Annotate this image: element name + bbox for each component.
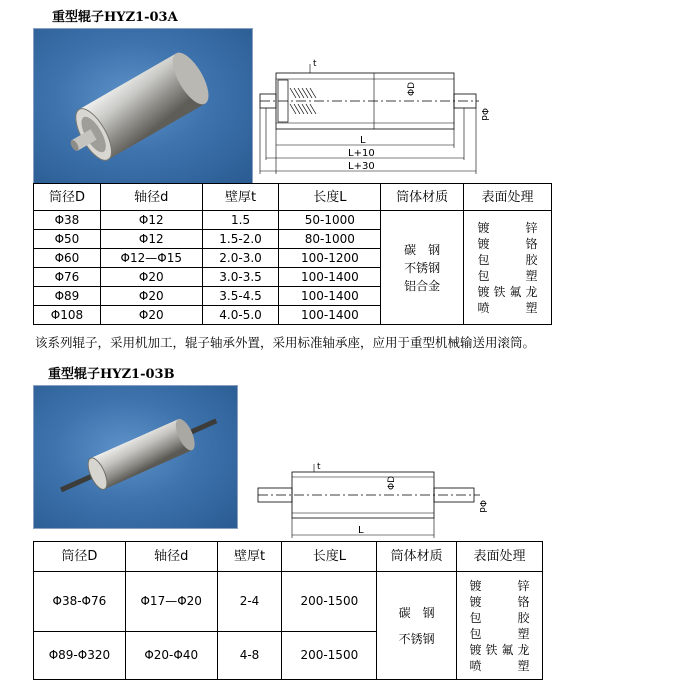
cell: 2-4	[217, 572, 282, 632]
cell: 2.0-3.0	[202, 249, 279, 268]
cell: 3.0-3.5	[202, 268, 279, 287]
a-dim-L: L	[360, 135, 366, 146]
spec-table-b	[33, 541, 543, 680]
a-dim-L30: L+30	[348, 161, 375, 172]
a-material-0: 碳 钢	[404, 242, 441, 257]
cell: 3.5-4.5	[202, 287, 279, 306]
b-surface-2: 包 胶	[469, 610, 530, 625]
cell: 100-1200	[279, 249, 381, 268]
cell: Φ89	[34, 287, 101, 306]
cell: Φ12	[100, 230, 202, 249]
roller-a-illustration	[34, 29, 252, 183]
cell: Φ108	[34, 306, 101, 325]
b-header-material: 筒体材质	[377, 542, 457, 572]
cell: 4-8	[217, 632, 282, 680]
cell: 4.0-5.0	[202, 306, 279, 325]
a-header-t: 壁厚t	[202, 184, 279, 211]
cell: 100-1400	[279, 306, 381, 325]
b-material-1: 不锈钢	[398, 631, 435, 646]
cell: 80-1000	[279, 230, 381, 249]
cell: 100-1400	[279, 287, 381, 306]
cell: Φ76	[34, 268, 101, 287]
a-header-material: 筒体材质	[381, 184, 464, 211]
b-surface-5: 喷 塑	[469, 658, 530, 673]
roller-a-drawing	[254, 56, 494, 178]
table-row	[34, 572, 543, 632]
cell: Φ60	[34, 249, 101, 268]
cell: Φ12—Φ15	[100, 249, 202, 268]
section-a-title: 重型辊子HYZ1-03A	[52, 10, 178, 25]
b-surface-0: 镀 锌	[469, 578, 530, 593]
b-dim-L: L	[358, 525, 364, 536]
b-surface-3: 包 塑	[469, 626, 530, 641]
a-header-surface: 表面处理	[464, 184, 552, 211]
a-materials-cell	[381, 211, 464, 325]
b-header-t: 壁厚t	[217, 542, 282, 572]
cell: 200-1500	[282, 572, 377, 632]
a-surface-1: 镀 铬	[477, 236, 538, 251]
a-surface-0: 镀 锌	[477, 220, 538, 235]
a-dim-d: Φd	[479, 108, 489, 121]
cell: Φ12	[100, 211, 202, 230]
b-header-D: 筒径D	[34, 542, 126, 572]
cell: Φ50	[34, 230, 101, 249]
b-header-d: 轴径d	[125, 542, 217, 572]
roller-a-photo	[33, 28, 253, 184]
b-dim-d: Φd	[477, 500, 487, 513]
cell: 100-1400	[279, 268, 381, 287]
b-surface-1: 镀 铬	[469, 594, 530, 609]
roller-b-illustration	[34, 386, 237, 528]
cell: Φ20	[100, 287, 202, 306]
cell: 1.5-2.0	[202, 230, 279, 249]
b-materials-cell	[377, 572, 457, 680]
cell: Φ20	[100, 268, 202, 287]
a-header-d: 轴径d	[100, 184, 202, 211]
roller-b-drawing	[254, 460, 494, 540]
cell: Φ20	[100, 306, 202, 325]
a-dim-D: ΦD	[407, 81, 417, 96]
cell: Φ17—Φ20	[125, 572, 217, 632]
section-b-title: 重型辊子HYZ1-03B	[48, 367, 175, 382]
cell: Φ20-Φ40	[125, 632, 217, 680]
b-material-0: 碳 钢	[398, 605, 435, 620]
section-a-note: 该系列辊子，采用机加工，辊子轴承外置，采用标准轴承座，应用于重型机械输送用滚筒。	[35, 335, 536, 350]
a-header-L: 长度L	[279, 184, 381, 211]
cell: Φ38	[34, 211, 101, 230]
roller-b-photo	[33, 385, 238, 529]
cell: 1.5	[202, 211, 279, 230]
b-surface-4: 镀铁氟龙	[469, 642, 530, 657]
cell: 200-1500	[282, 632, 377, 680]
a-material-1: 不锈钢	[404, 260, 441, 275]
cell: Φ89-Φ320	[34, 632, 126, 680]
a-surface-4: 镀铁氟龙	[477, 284, 538, 299]
cell: Φ38-Φ76	[34, 572, 126, 632]
a-header-D: 筒径D	[34, 184, 101, 211]
b-dim-t: t	[317, 462, 321, 472]
b-surfaces-cell	[457, 572, 543, 680]
b-header-L: 长度L	[282, 542, 377, 572]
spec-table-a	[33, 183, 552, 325]
a-dim-t: t	[313, 59, 317, 69]
cell: 50-1000	[279, 211, 381, 230]
b-header-surface: 表面处理	[457, 542, 543, 572]
table-row	[34, 211, 552, 230]
a-dim-L10: L+10	[348, 148, 375, 159]
a-surface-2: 包 胶	[477, 252, 538, 267]
a-surface-3: 包 塑	[477, 268, 538, 283]
a-surfaces-cell	[464, 211, 552, 325]
a-material-2: 铝合金	[404, 278, 441, 293]
a-surface-5: 喷 塑	[477, 300, 538, 315]
b-dim-D: ΦD	[387, 475, 397, 490]
